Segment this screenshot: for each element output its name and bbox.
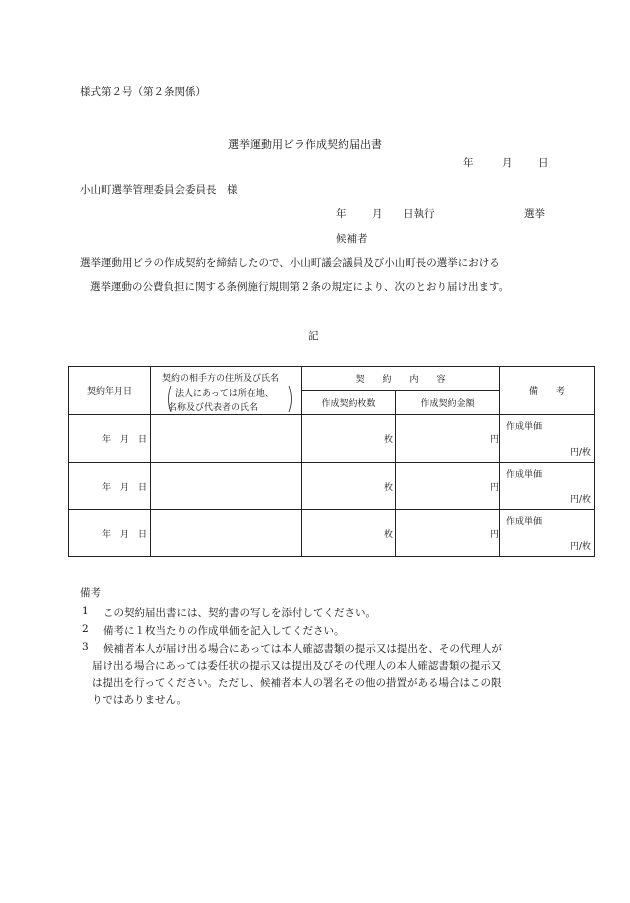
note-3-line2: 届け出る場合にあっては委任状の提示又は提出及びその代理人の本人確認書類の提示又 (92, 660, 502, 672)
document-title: 選挙運動用ビラ作成契約届出書 (228, 138, 382, 151)
bracket-group (165, 385, 295, 413)
note-3-line3: は提出を行ってください。ただし、候補者本人の署名その他の措置がある場合はこの限 (92, 677, 502, 689)
header-contract-content: 契 約 内 容 (302, 367, 500, 391)
candidate-label: 候補者 (336, 233, 368, 245)
date-day: 日 (538, 157, 549, 169)
row-remark (500, 510, 595, 557)
row-count-unit: 枚 (302, 415, 396, 463)
election-year: 年 (336, 208, 347, 220)
row-remark (500, 463, 595, 510)
note-1-number: 1 (82, 605, 89, 617)
note-2-text: 備考に１枚当たりの作成単価を記入してください。 (103, 625, 345, 637)
header-counterparty-line2: 法人にあっては所在地、 (175, 389, 274, 399)
row-counterparty (151, 415, 302, 463)
header-counterparty (151, 367, 302, 415)
note-3-number: 3 (82, 641, 89, 653)
row-counterparty (151, 463, 302, 510)
note-2-number: 2 (82, 623, 89, 635)
row-remark-label: 作成単価 (506, 470, 543, 480)
header-row-1 (69, 367, 595, 391)
header-remarks: 備 考 (500, 367, 595, 415)
table-row (69, 510, 595, 557)
body-text-line-1: 選挙運動用ビラの作成契約を締結したので、小山町議会議員及び小山町長の選挙における (80, 257, 500, 269)
addressee: 小山町選挙管理委員会委員長 様 (80, 184, 238, 196)
row-date: 年 月 日 (69, 510, 151, 557)
row-count-unit: 枚 (302, 463, 396, 510)
row-amount-unit: 円 (396, 510, 500, 557)
row-remark-unit: 円/枚 (569, 542, 592, 552)
note-3-line4: りではありません。 (92, 694, 188, 706)
row-remark (500, 415, 595, 463)
row-counterparty (151, 510, 302, 557)
row-remark-unit: 円/枚 (569, 495, 592, 505)
date-year: 年 (463, 157, 474, 169)
ki-label: 記 (308, 330, 319, 342)
table-row (69, 463, 595, 510)
body-text-line-2: 選挙運動の公費負担に関する条例施行規則第２条の規定により、次のとおり届け出ます。 (90, 281, 510, 293)
row-amount-unit: 円 (396, 463, 500, 510)
header-counterparty-line3: 名称及び代表者の氏名 (168, 403, 259, 413)
header-count: 作成契約枚数 (302, 391, 396, 415)
note-1-text: この契約届出書には、契約書の写しを添付してください。 (103, 607, 376, 619)
row-date: 年 月 日 (69, 463, 151, 510)
contract-table (68, 366, 595, 557)
header-contract-date: 契約年月日 (69, 367, 151, 415)
election-month: 月 (372, 208, 383, 220)
notes-heading: 備考 (80, 587, 101, 599)
row-remark-label: 作成単価 (506, 517, 543, 527)
election-type: 選挙 (524, 208, 545, 220)
note-3-line1: 候補者本人が届け出る場合にあっては本人確認書類の提示又は提出を、その代理人が (103, 643, 502, 655)
election-day: 日執行 (403, 208, 435, 220)
form-number: 様式第２号（第２条関係） (80, 86, 206, 98)
row-remark-label: 作成単価 (506, 422, 543, 432)
row-date: 年 月 日 (69, 415, 151, 463)
row-count-unit: 枚 (302, 510, 396, 557)
header-counterparty-line1: 契約の相手方の住所及び氏名 (162, 374, 280, 384)
date-month: 月 (502, 157, 513, 169)
table-row (69, 415, 595, 463)
row-amount-unit: 円 (396, 415, 500, 463)
row-remark-unit: 円/枚 (569, 448, 592, 458)
header-amount: 作成契約金額 (396, 391, 500, 415)
